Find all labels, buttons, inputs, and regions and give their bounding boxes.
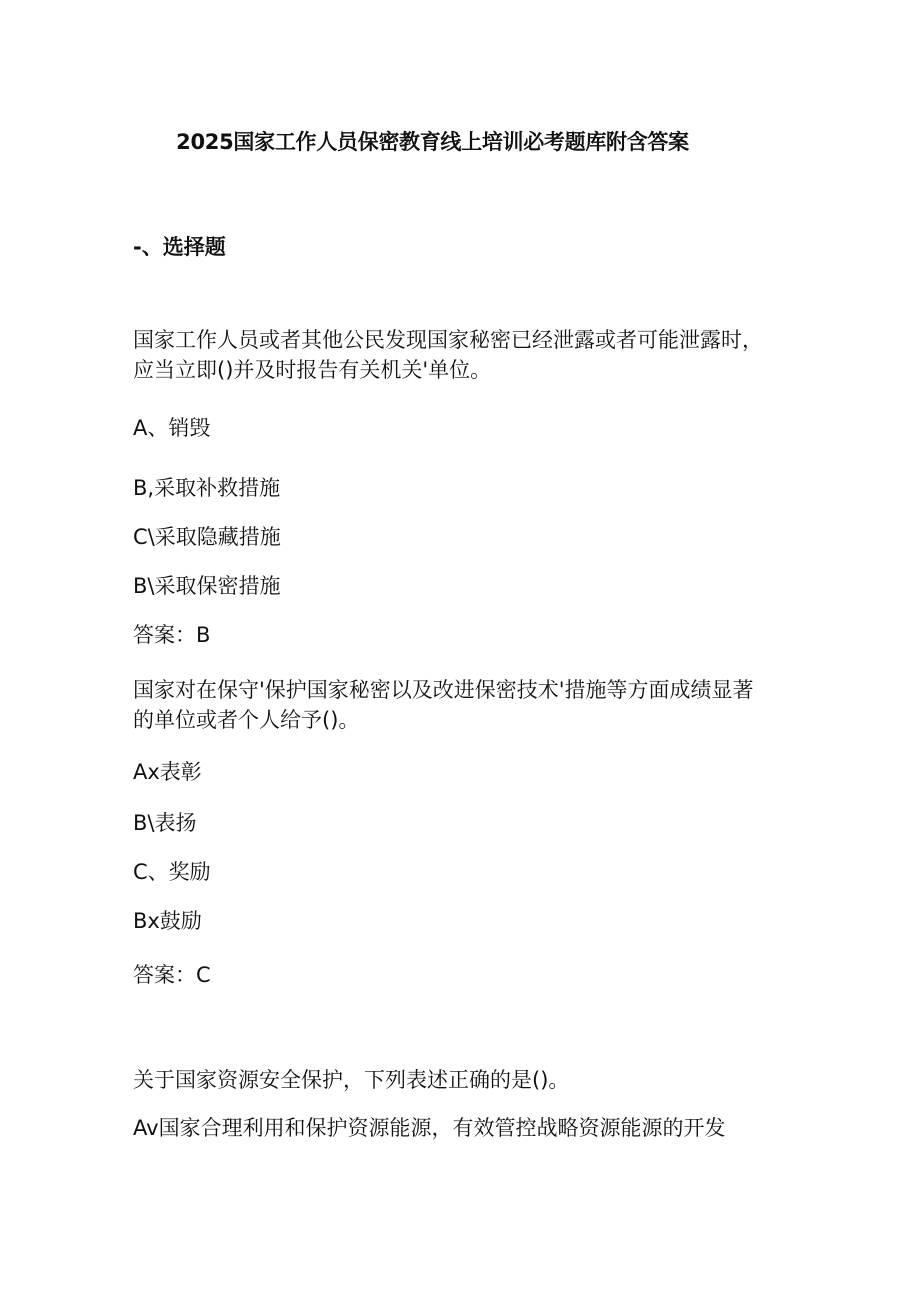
- option-a: A、销毁: [133, 416, 211, 440]
- document-title: 2025国家工作人员保密教育线上培训必考题库附含答案: [176, 130, 689, 154]
- option-b: B,采取补救措施: [133, 476, 281, 500]
- question-stem-line: 国家对在保守'保护国家秘密以及改进保密技术'措施等方面成绩显著: [133, 678, 754, 702]
- option-d: Bx鼓励: [133, 909, 202, 933]
- option-a: Ax表彰: [133, 760, 202, 784]
- option-b: B\表扬: [133, 811, 197, 835]
- answer-line: 答案：C: [133, 963, 211, 987]
- answer-line: 答案：B: [133, 623, 211, 647]
- question-stem-line: 应当立即()并及时报告有关机关'单位。: [133, 358, 492, 382]
- question-stem-line: 关于国家资源安全保护，下列表述正确的是()。: [133, 1068, 570, 1092]
- option-c: C、奖励: [133, 860, 211, 884]
- option-a: Av国家合理利用和保护资源能源，有效管控战略资源能源的开发: [133, 1116, 726, 1140]
- option-c: C\采取隐藏措施: [133, 525, 281, 549]
- question-stem-line: 国家工作人员或者其他公民发现国家秘密已经泄露或者可能泄露时，: [133, 328, 763, 352]
- question-stem-line: 的单位或者个人给予()。: [133, 708, 360, 732]
- option-d: B\采取保密措施: [133, 574, 281, 598]
- section-heading: -、选择题: [133, 235, 226, 259]
